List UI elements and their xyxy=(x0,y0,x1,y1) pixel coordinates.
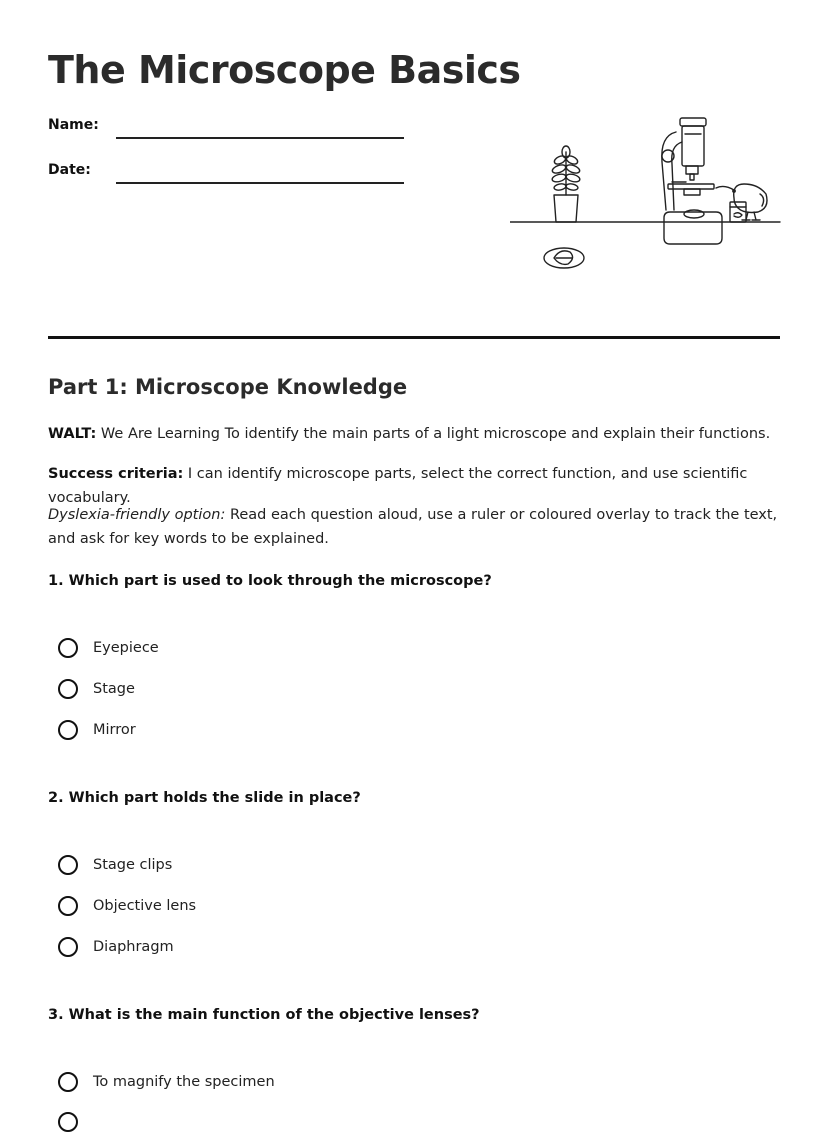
option-label: Stage xyxy=(93,681,135,697)
radio-button[interactable] xyxy=(58,638,78,658)
q3-option-magnify[interactable] xyxy=(58,1070,275,1094)
radio-button[interactable] xyxy=(58,937,78,957)
radio-button[interactable] xyxy=(58,855,78,875)
option-label: To magnify the specimen xyxy=(93,1074,275,1090)
radio-button[interactable] xyxy=(58,1072,78,1092)
option-label: Eyepiece xyxy=(93,640,159,656)
dyslexia-option-text: Read each question aloud, use a ruler or coloured overlay to track the text, and ask for key words to be explained. xyxy=(48,507,778,547)
question-1: 1. Which part is used to look through the microscope? xyxy=(48,573,492,589)
question-3: 3. What is the main function of the objective lenses? xyxy=(48,1007,480,1023)
walt-label: WALT: xyxy=(48,426,97,442)
name-input-line[interactable] xyxy=(116,137,404,139)
name-label: Name: xyxy=(48,117,99,133)
walt-paragraph xyxy=(48,422,780,446)
radio-button[interactable] xyxy=(58,896,78,916)
success-criteria-label: Success criteria: xyxy=(48,466,184,482)
option-label: Stage clips xyxy=(93,857,173,873)
q2-option-diaphragm[interactable] xyxy=(58,935,174,959)
worksheet-page xyxy=(48,0,780,1118)
date-label: Date: xyxy=(48,162,91,178)
q1-option-stage[interactable] xyxy=(58,677,135,701)
option-label: Objective lens xyxy=(93,898,197,914)
potted-plant-icon xyxy=(551,146,581,222)
question-2: 2. Which part holds the slide in place? xyxy=(48,790,361,806)
part-heading: Part 1: Microscope Knowledge xyxy=(48,375,408,399)
walt-text: We Are Learning To identify the main parts of a light microscope and explain their functions. xyxy=(96,426,771,442)
microscope-illustration xyxy=(510,112,782,274)
q1-option-eyepiece[interactable] xyxy=(58,636,159,660)
success-criteria-text: I can identify microscope parts, select the correct function, and use scientific vocabulary. xyxy=(48,466,748,506)
dyslexia-option-paragraph xyxy=(48,503,780,551)
option-label: Mirror xyxy=(93,722,136,738)
microscope-icon xyxy=(662,118,722,244)
q2-option-objective-lens[interactable] xyxy=(58,894,196,918)
q1-option-mirror[interactable] xyxy=(58,718,136,742)
section-divider xyxy=(48,336,780,339)
radio-button[interactable] xyxy=(58,1112,78,1132)
q2-option-stage-clips[interactable] xyxy=(58,853,172,877)
radio-button[interactable] xyxy=(58,720,78,740)
radio-button[interactable] xyxy=(58,679,78,699)
leaf-slide-icon xyxy=(544,248,584,268)
date-input-line[interactable] xyxy=(116,182,404,184)
q3-option-partial[interactable] xyxy=(58,1110,78,1134)
dyslexia-option-label: Dyslexia-friendly option: xyxy=(48,507,226,523)
option-label: Diaphragm xyxy=(93,939,174,955)
worksheet-title: The Microscope Basics xyxy=(48,48,521,92)
